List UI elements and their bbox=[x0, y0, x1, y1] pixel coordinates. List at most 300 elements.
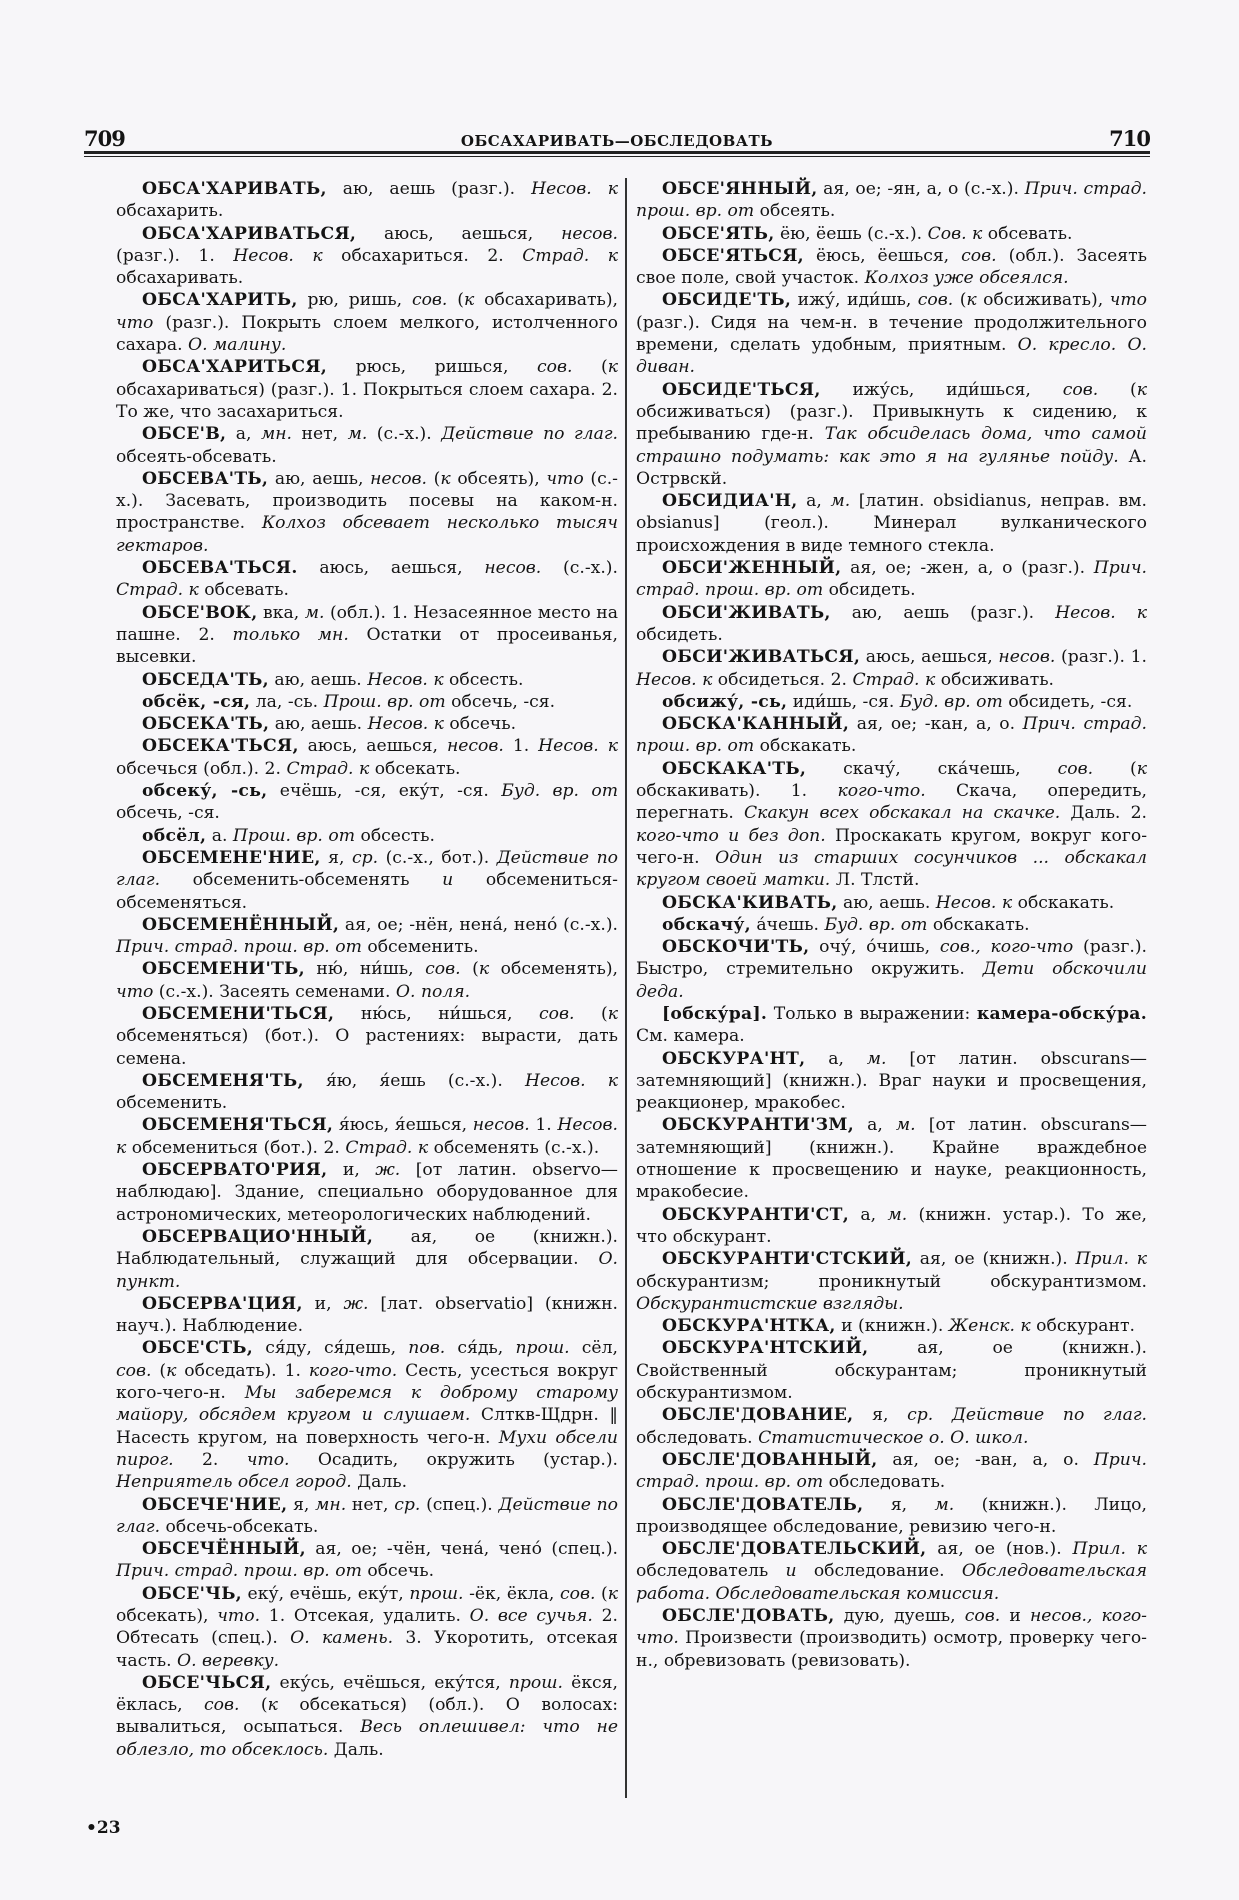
dictionary-entry bbox=[116, 691, 618, 713]
italic-gloss: ж. bbox=[343, 1293, 369, 1314]
dictionary-entry bbox=[116, 1226, 618, 1293]
left-column bbox=[116, 178, 618, 1761]
italic-gloss: Несов. к bbox=[116, 1115, 618, 1158]
entry-text: обсечь, -ся. bbox=[116, 803, 220, 824]
entry-text: ся́ду, ся́дешь, bbox=[253, 1338, 409, 1359]
italic-gloss: Буд. вр. от bbox=[824, 914, 928, 935]
entry-text: -ёк, ёкла, bbox=[463, 1583, 560, 1604]
entry-text: обседать). 1. bbox=[176, 1360, 309, 1381]
entry-text: (с.-х., бот.). bbox=[378, 847, 497, 868]
italic-gloss: несов. bbox=[561, 223, 618, 244]
headword: ОБСА'ХАРИВАТЬСЯ, bbox=[142, 223, 357, 244]
entry-text: 2. bbox=[173, 1449, 247, 1470]
entry-text: я́юсь, я́ешься, bbox=[333, 1115, 473, 1136]
dictionary-entry bbox=[636, 1605, 1147, 1672]
italic-gloss: к bbox=[463, 290, 475, 311]
italic-gloss: Прич. страд. прош. вр. от bbox=[636, 179, 1147, 222]
entry-text: ечёшь, -ся, еку́т, -ся. bbox=[267, 781, 502, 802]
italic-gloss: только мн. bbox=[232, 624, 349, 645]
entry-text: ( bbox=[1093, 758, 1137, 779]
entry-text: ая, ое (книжн.). bbox=[912, 1249, 1076, 1270]
entry-text: дую, дуешь, bbox=[834, 1606, 965, 1626]
dictionary-entry bbox=[636, 914, 1147, 936]
entry-text: а, bbox=[226, 424, 261, 445]
entry-text: ая, ое (книжн.). Наблюдательный, служащий для обсервации. bbox=[116, 1226, 618, 1270]
entry-text: ая, ое (нов.). bbox=[926, 1539, 1073, 1560]
italic-gloss: что bbox=[116, 981, 154, 1002]
dictionary-entry bbox=[636, 245, 1147, 290]
italic-gloss: Весь оплешивел: что не облезло, то обсеклось. bbox=[116, 1717, 618, 1760]
entry-text: Осадить, окружить (устар.). bbox=[289, 1449, 618, 1470]
italic-gloss: Так обсиделась дома, что самой страшно подумать: как это я на гулянье пойду. bbox=[636, 424, 1147, 467]
headword: ОБСЕРВАТО'РИЯ, bbox=[142, 1160, 328, 1181]
header-rule-thick bbox=[84, 151, 1150, 154]
entry-text: и, bbox=[327, 1160, 376, 1181]
italic-gloss: м. bbox=[830, 491, 851, 512]
dictionary-entry bbox=[116, 1538, 618, 1583]
entry-text: Даль. 2. bbox=[1060, 803, 1147, 824]
entry-text: я, bbox=[287, 1494, 316, 1515]
entry-text: иди́шь, -ся. bbox=[787, 691, 900, 712]
entry-text: обсахарить. bbox=[116, 201, 224, 222]
entry-text: обскурант. bbox=[1030, 1316, 1135, 1337]
dictionary-entry bbox=[116, 1672, 618, 1761]
entry-text: обскакать. bbox=[1012, 892, 1115, 913]
italic-gloss: к bbox=[1136, 379, 1147, 400]
italic-gloss: к bbox=[607, 1583, 618, 1604]
italic-gloss: сов. bbox=[204, 1695, 240, 1716]
headword: ОБСИ'ЖИВАТЬСЯ, bbox=[662, 647, 861, 668]
italic-gloss: Буд. вр. от bbox=[899, 691, 1003, 712]
entry-text: а. bbox=[206, 825, 233, 846]
entry-text: нет, bbox=[346, 1494, 395, 1515]
italic-gloss: Прил. к bbox=[1075, 1249, 1147, 1270]
dictionary-entry bbox=[116, 356, 618, 423]
entry-text: ижу́сь, иди́шься, bbox=[820, 379, 1063, 400]
entry-text: ая, ое; -ян, а, о (с.-х.). bbox=[817, 179, 1025, 199]
entry-text: ню́сь, ни́шься, bbox=[334, 1003, 540, 1024]
headword: ОБСЛЕ'ДОВАТЕЛЬСКИЙ, bbox=[662, 1539, 927, 1560]
italic-gloss: Несов. к bbox=[233, 245, 323, 266]
italic-gloss: ж. bbox=[375, 1160, 401, 1181]
entry-text: аюсь, аешься, bbox=[298, 736, 447, 757]
entry-text: обсахаривать), bbox=[474, 290, 619, 311]
entry-text: ( bbox=[447, 290, 464, 311]
italic-gloss: что bbox=[1109, 290, 1147, 311]
headword: ОБСЕ'В, bbox=[142, 424, 227, 445]
italic-gloss: Несов. к bbox=[1055, 602, 1147, 623]
entry-text: Сесть, усесться вокруг кого-чего-н. bbox=[116, 1360, 618, 1404]
entry-text: обсекать), bbox=[116, 1606, 218, 1626]
entry-text: и, bbox=[302, 1293, 344, 1314]
entry-text: А. Острвскй. bbox=[636, 446, 1147, 489]
dictionary-entry bbox=[116, 914, 618, 959]
italic-gloss: несов. bbox=[484, 558, 542, 579]
headword: ОБСЕВА'ТЬСЯ. bbox=[142, 558, 298, 579]
entry-text: я́ю, я́ешь (с.-х.). bbox=[303, 1070, 525, 1091]
dictionary-entry bbox=[116, 735, 618, 780]
italic-gloss: Страд. к bbox=[852, 669, 936, 690]
headword: ОБСКУРА'НТСКИЙ, bbox=[662, 1338, 869, 1359]
italic-gloss: Колхоз обсевает несколько тысяч гектаров. bbox=[116, 513, 618, 556]
headword: ОБСЕДА'ТЬ, bbox=[142, 669, 269, 690]
entry-text: ая, ое; -кан, а, о. bbox=[849, 714, 1023, 735]
entry-text: обсечься (обл.). 2. bbox=[116, 758, 287, 779]
entry-text: обсечь. bbox=[443, 714, 517, 735]
entry-text: ижу́, иди́шь, bbox=[791, 290, 918, 311]
headword: обсёл, bbox=[142, 825, 207, 846]
entry-text: а, bbox=[853, 1115, 896, 1136]
italic-gloss: несов., кого-что. bbox=[636, 1606, 1147, 1649]
headword: ОБСА'ХАРИВАТЬ, bbox=[142, 179, 327, 199]
entry-text: обсидеться. 2. bbox=[712, 669, 853, 690]
entry-text: обсеменить. bbox=[116, 1093, 228, 1114]
italic-gloss: к bbox=[607, 1003, 619, 1024]
italic-gloss: Страд. к bbox=[522, 245, 618, 266]
entry-text: ая, ое; -чён, чена́, чено́ (спец.). bbox=[305, 1539, 618, 1560]
dictionary-entry bbox=[636, 691, 1147, 713]
headword: ОБСЕ'ЧЬСЯ, bbox=[142, 1672, 272, 1693]
entry-text: См. камера. bbox=[636, 1026, 745, 1047]
italic-gloss: ср. bbox=[394, 1494, 421, 1515]
entry-text: а, bbox=[849, 1204, 888, 1225]
entry-text: ая, ое; -нён, нена́, нено́ (с.-х.). bbox=[339, 914, 618, 935]
dictionary-entry bbox=[636, 1248, 1147, 1315]
italic-gloss: что. bbox=[246, 1449, 290, 1470]
headword: обсеку́, -сь, bbox=[142, 781, 268, 802]
italic-gloss: пов. bbox=[408, 1338, 446, 1359]
italic-gloss: мн. bbox=[260, 424, 293, 445]
headword: ОБСИДЕ'ТЬ, bbox=[662, 290, 792, 311]
dictionary-entry bbox=[116, 1114, 618, 1159]
entry-text: [лат. observatio] (книжн. науч.). Наблюдение. bbox=[116, 1293, 618, 1337]
italic-gloss: Несов. bbox=[531, 179, 592, 199]
entry-text: Скача, опередить, перегнать. bbox=[636, 781, 1147, 824]
italic-gloss: Действие по глаг. bbox=[116, 1494, 619, 1537]
headword: ОБСА'ХАРИТЬ, bbox=[142, 290, 298, 311]
italic-gloss: Прош. вр. от bbox=[232, 825, 356, 846]
dictionary-entry bbox=[636, 1538, 1147, 1605]
dictionary-entry bbox=[116, 1494, 618, 1539]
headword: ОБСЕЧЕ'НИЕ, bbox=[142, 1494, 288, 1515]
italic-gloss: Буд. вр. от bbox=[501, 781, 618, 802]
italic-gloss: Несов. к bbox=[367, 714, 444, 735]
entry-text: [от латин. observo—наблюдаю]. Здание, специально оборудованное для астрономических, метеорологических наблюдений. bbox=[116, 1160, 618, 1225]
entry-text: еку́сь, ечёшься, еку́тся, bbox=[271, 1672, 509, 1693]
entry-text: ( bbox=[574, 1003, 608, 1024]
dictionary-entry bbox=[116, 178, 618, 223]
italic-gloss: сов. bbox=[425, 959, 461, 980]
italic-gloss: Несов. к bbox=[636, 669, 713, 690]
dictionary-entry bbox=[116, 1159, 618, 1226]
headword: ОБСЕ'ЯТЬСЯ, bbox=[662, 245, 804, 266]
entry-text: ( bbox=[1098, 379, 1137, 400]
entry-text: я, bbox=[863, 1494, 935, 1515]
italic-gloss: Несов. к bbox=[935, 892, 1013, 913]
italic-gloss: к bbox=[1136, 758, 1148, 779]
entry-text: обсидеть. bbox=[823, 580, 916, 601]
entry-text: обследовать. bbox=[636, 1427, 759, 1448]
italic-gloss: Прич. страд. прош. вр. от bbox=[116, 937, 362, 958]
entry-text: обсевать. bbox=[982, 223, 1073, 244]
headword: ОБСКАКА'ТЬ, bbox=[662, 758, 807, 779]
dictionary-entry bbox=[116, 713, 618, 735]
entry-text: обсеять-обсевать. bbox=[116, 446, 277, 467]
entry-text: аю, аешь, bbox=[268, 468, 371, 489]
italic-gloss: несов. bbox=[472, 1115, 530, 1136]
page-number-right: 710 bbox=[1109, 126, 1150, 151]
headword: ОБСА'ХАРИТЬСЯ, bbox=[142, 357, 328, 378]
entry-text: обскакивать). 1. bbox=[636, 781, 838, 802]
entry-text: ( bbox=[953, 290, 967, 311]
italic-gloss: м. bbox=[895, 1115, 916, 1136]
entry-text: обследовать. bbox=[823, 1472, 946, 1493]
headword: ОБСКУРАНТИ'СТСКИЙ, bbox=[662, 1249, 913, 1270]
italic-gloss: Несов. к bbox=[367, 669, 444, 690]
headword: ОБСКА'КИВАТЬ, bbox=[662, 892, 838, 913]
italic-gloss: м. bbox=[304, 602, 325, 623]
entry-text: нет, bbox=[292, 424, 348, 445]
entry-text: аю, аешь. bbox=[837, 892, 936, 913]
italic-gloss: Прил. к bbox=[1072, 1539, 1147, 1560]
italic-gloss: Страд. к bbox=[345, 1137, 429, 1158]
entry-text: обсиживать. bbox=[935, 669, 1055, 690]
dictionary-entry bbox=[636, 936, 1147, 1003]
headword: ОБСЕ'ЯННЫЙ, bbox=[662, 179, 818, 199]
headword: ОБСИ'ЖЕННЫЙ, bbox=[662, 558, 842, 579]
italic-gloss: О. малину. bbox=[188, 335, 287, 356]
entry-text: обсахариваться) (разг.). 1. Покрыться слоем сахара. 2. То же, что засахариться. bbox=[116, 379, 618, 422]
dictionary-entry bbox=[116, 423, 618, 468]
italic-gloss: Обскурантистские взгляды. bbox=[636, 1293, 904, 1314]
entry-text: Проскакать кругом, вокруг кого-чего-н. bbox=[636, 825, 1147, 868]
dictionary-entry bbox=[636, 1114, 1147, 1203]
entry-text: ( bbox=[595, 1583, 608, 1604]
dictionary-entry bbox=[116, 958, 618, 1003]
italic-gloss: О. кресло. О. диван. bbox=[636, 335, 1147, 378]
dictionary-entry bbox=[636, 602, 1147, 647]
italic-gloss: сов. bbox=[1062, 379, 1099, 400]
dictionary-entry bbox=[636, 1048, 1147, 1115]
dictionary-entry bbox=[636, 1315, 1147, 1337]
entry-text: ню́, ни́шь, bbox=[304, 959, 426, 980]
headword: обсёк, -ся, bbox=[142, 691, 251, 712]
entry-text: обсемениться (бот.). 2. bbox=[126, 1137, 346, 1158]
italic-gloss: м. bbox=[887, 1204, 908, 1225]
entry-text: обсечь-обсекать. bbox=[160, 1516, 319, 1537]
italic-gloss: Женск. к bbox=[948, 1316, 1031, 1337]
entry-text: 2. Обтесать (спец.). bbox=[116, 1606, 618, 1649]
dictionary-entry bbox=[116, 223, 618, 290]
italic-gloss: кого-что и без доп. bbox=[636, 825, 826, 846]
italic-gloss: к bbox=[267, 1695, 278, 1716]
entry-text: я, bbox=[853, 1405, 908, 1426]
entry-text: (разг.). Покрыть слоем мелкого, истолченного сахара. bbox=[116, 312, 618, 356]
entry-text: (обл.). 1. Незасеянное место на пашне. 2. bbox=[116, 602, 618, 645]
headword: ОБСЕ'СТЬ, bbox=[142, 1338, 254, 1359]
italic-gloss: сов., кого-что bbox=[939, 937, 1074, 958]
entry-text: обсекать. bbox=[369, 758, 461, 779]
italic-gloss: к bbox=[966, 290, 977, 311]
headword: ОБСИДЕ'ТЬСЯ, bbox=[662, 379, 821, 400]
italic-gloss: сов. bbox=[537, 357, 573, 378]
italic-gloss: мн. bbox=[315, 1494, 347, 1515]
italic-gloss: что. bbox=[217, 1606, 261, 1626]
headword: ОБСКОЧИ'ТЬ, bbox=[662, 937, 810, 958]
entry-text: [от латин. obscurans—затемняющий] (книжн.). Враг науки и просвещения, реакционер, мракобес. bbox=[636, 1048, 1147, 1114]
entry-text: обсесть. bbox=[443, 669, 524, 690]
italic-gloss: Обследовательская работа. Обследовательская комиссия. bbox=[636, 1561, 1147, 1604]
entry-text: обскакать. bbox=[754, 736, 857, 757]
entry-text: аю, аешь. bbox=[268, 669, 368, 690]
italic-gloss: О. поля. bbox=[395, 981, 471, 1002]
page-number-left: 709 bbox=[84, 126, 125, 151]
italic-gloss: несов. bbox=[998, 647, 1056, 668]
headword: ОБСКА'КАННЫЙ, bbox=[662, 714, 850, 735]
italic-gloss: к bbox=[478, 959, 490, 980]
entry-text: ( bbox=[239, 1695, 268, 1716]
entry-text: аюсь, аешься, bbox=[860, 647, 999, 668]
entry-text: ая, ое (книжн.). Свойственный обскурантам; проникнутый обскурантизмом. bbox=[636, 1338, 1147, 1404]
entry-text: Л. Тлстй. bbox=[830, 870, 920, 891]
italic-gloss: Прич. страд. прош. вр. от bbox=[116, 1561, 362, 1582]
italic-gloss: к bbox=[607, 179, 619, 199]
dictionary-entry bbox=[636, 223, 1147, 245]
italic-gloss: Действие по глаг. bbox=[441, 424, 618, 445]
entry-text: вка, bbox=[257, 602, 305, 623]
italic-gloss: и bbox=[785, 1561, 797, 1582]
entry-text: ся́дь, bbox=[445, 1338, 516, 1359]
entry-text: а́чешь. bbox=[750, 914, 825, 935]
headword: ОБСЕ'ВОК, bbox=[142, 602, 258, 623]
entry-text: еку́, ечёшь, еку́т, bbox=[241, 1583, 410, 1604]
entry-text: обсеменить. bbox=[361, 937, 479, 958]
entry-text: аю, аешь. bbox=[269, 714, 368, 735]
italic-gloss: что bbox=[546, 468, 584, 489]
entry-text: ( bbox=[460, 959, 479, 980]
headword: обсижу́, -сь, bbox=[662, 691, 788, 712]
dictionary-entry bbox=[636, 557, 1147, 602]
entry-text: ёю, ёешь (с.-х.). bbox=[774, 223, 928, 244]
column-divider bbox=[625, 178, 627, 1798]
italic-gloss: кого-что. bbox=[308, 1360, 398, 1381]
italic-gloss: Неприятель обсел город. bbox=[116, 1472, 352, 1493]
entry-text: [латин. obsidianus, неправ. вм. obsianus] (геол.). Минерал вулканического происхождения в виде темного стекла. bbox=[636, 491, 1147, 556]
italic-gloss: несов. bbox=[446, 736, 504, 757]
dictionary-entry bbox=[636, 646, 1147, 691]
entry-text: Остатки от просеиванья, высевки. bbox=[116, 624, 618, 668]
italic-gloss: Страд. к bbox=[116, 580, 199, 601]
dictionary-entry bbox=[116, 289, 618, 356]
entry-text: обсемениться-обсеменяться. bbox=[116, 870, 618, 913]
headword: ОБСКУРА'НТ, bbox=[662, 1048, 806, 1069]
dictionary-entry bbox=[636, 713, 1147, 758]
entry-text: обсесть. bbox=[355, 825, 435, 846]
headword: ОБСЕМЕНЯ'ТЬ, bbox=[142, 1070, 304, 1091]
headword: ОБСЕКА'ТЬСЯ, bbox=[142, 736, 299, 757]
italic-gloss: Прич. страд. прош. вр. от bbox=[636, 714, 1147, 757]
italic-gloss: сов. bbox=[411, 290, 448, 311]
italic-gloss: к bbox=[166, 1360, 177, 1381]
dictionary-entry bbox=[636, 1494, 1147, 1539]
dictionary-entry bbox=[116, 780, 618, 825]
entry-text: скачу́, ска́чешь, bbox=[806, 758, 1058, 779]
italic-gloss: Несов. к bbox=[538, 736, 618, 757]
italic-gloss: Скакун всех обскакал на скачке. bbox=[744, 803, 1061, 824]
entry-text: обсахаривать. bbox=[116, 268, 244, 289]
entry-text: обсиживаться) (разг.). Привыкнуть к сидению, к пребыванию где-н. bbox=[636, 401, 1147, 445]
entry-text: рю, ришь, bbox=[297, 290, 412, 311]
dictionary-entry bbox=[116, 1070, 618, 1115]
entry-text bbox=[592, 179, 608, 199]
italic-gloss: Несов. к bbox=[524, 1070, 618, 1091]
headword: ОБСЕМЕНЕ'НИЕ, bbox=[142, 847, 321, 868]
entry-text: аю, аешь (разг.). bbox=[830, 602, 1056, 623]
entry-text: Слткв-Щдрн. ‖ Насесть кругом, на поверхность чего-н. bbox=[116, 1405, 618, 1448]
italic-gloss: ср. Действие по глаг. bbox=[907, 1405, 1148, 1426]
headword: ОБСЕРВАЦИО'ННЫЙ, bbox=[142, 1226, 374, 1247]
dictionary-entry bbox=[636, 379, 1147, 490]
headword: ОБСЕМЕНЯ'ТЬСЯ, bbox=[142, 1115, 334, 1136]
italic-gloss: сов. bbox=[964, 1606, 1001, 1626]
entry-text: (разг.). 1. bbox=[116, 245, 234, 266]
running-title: ОБСАХАРИВАТЬ—ОБСЛЕДОВАТЬ bbox=[460, 132, 774, 150]
entry-text: обсекаться) (обл.). О волосах: вывалиться, осыпаться. bbox=[116, 1695, 618, 1738]
headword: ОБСЕМЕНЁННЫЙ, bbox=[142, 914, 340, 935]
entry-text: и bbox=[1000, 1606, 1030, 1626]
italic-gloss: и bbox=[442, 870, 454, 891]
dictionary-entry bbox=[116, 1583, 618, 1672]
italic-gloss: Колхоз уже обсеялся. bbox=[864, 268, 1069, 289]
italic-gloss: Прош. вр. от bbox=[323, 691, 446, 712]
dictionary-entry bbox=[636, 1404, 1147, 1449]
entry-text: 1. Отсекая, удалить. bbox=[260, 1606, 470, 1626]
dictionary-entry bbox=[116, 669, 618, 691]
headword: ОБСИДИА'Н, bbox=[662, 491, 798, 512]
italic-gloss: Прич. страд. прош. вр. от bbox=[636, 558, 1147, 601]
entry-text: обсеять. bbox=[754, 201, 836, 222]
entry-text: обсеменяться) (бот.). О растениях: вырасти, дать семена. bbox=[116, 1026, 618, 1069]
entry-text: Только в выражении: bbox=[767, 1003, 977, 1024]
entry-text: (разг.). 1. bbox=[1055, 647, 1147, 668]
entry-text: ( bbox=[572, 357, 608, 378]
entry-text: Даль. bbox=[328, 1739, 384, 1760]
dictionary-entry bbox=[636, 1003, 1147, 1048]
italic-gloss: прош. bbox=[409, 1583, 464, 1604]
entry-text: обсечь. bbox=[361, 1561, 435, 1582]
italic-gloss: сов. bbox=[539, 1003, 575, 1024]
headword: ОБСЕВА'ТЬ, bbox=[142, 468, 269, 489]
headword: ОБСЕМЕНИ'ТЬ, bbox=[142, 959, 305, 980]
italic-gloss: Сов. к bbox=[927, 223, 983, 244]
dictionary-entry bbox=[116, 468, 618, 557]
italic-gloss: к bbox=[607, 357, 619, 378]
dictionary-entry bbox=[116, 557, 618, 602]
italic-gloss: Прич. страд. прош. вр. от bbox=[636, 1449, 1147, 1493]
dictionary-entry bbox=[636, 758, 1147, 892]
italic-gloss: Мухи обсели пирог. bbox=[116, 1427, 618, 1470]
italic-gloss: несов. bbox=[370, 468, 428, 489]
dictionary-entry bbox=[116, 1003, 618, 1070]
entry-text: обсеменить-обсеменять bbox=[160, 870, 443, 891]
entry-text: рюсь, ришься, bbox=[327, 357, 537, 378]
headword: ОБСЛЕ'ДОВАТЕЛЬ, bbox=[662, 1494, 864, 1515]
dictionary-entry bbox=[636, 1449, 1147, 1494]
entry-text: я, bbox=[320, 847, 352, 868]
italic-gloss: О. веревку. bbox=[177, 1650, 280, 1671]
italic-gloss: сов. bbox=[1057, 758, 1094, 779]
entry-text: обследование. bbox=[796, 1561, 962, 1582]
